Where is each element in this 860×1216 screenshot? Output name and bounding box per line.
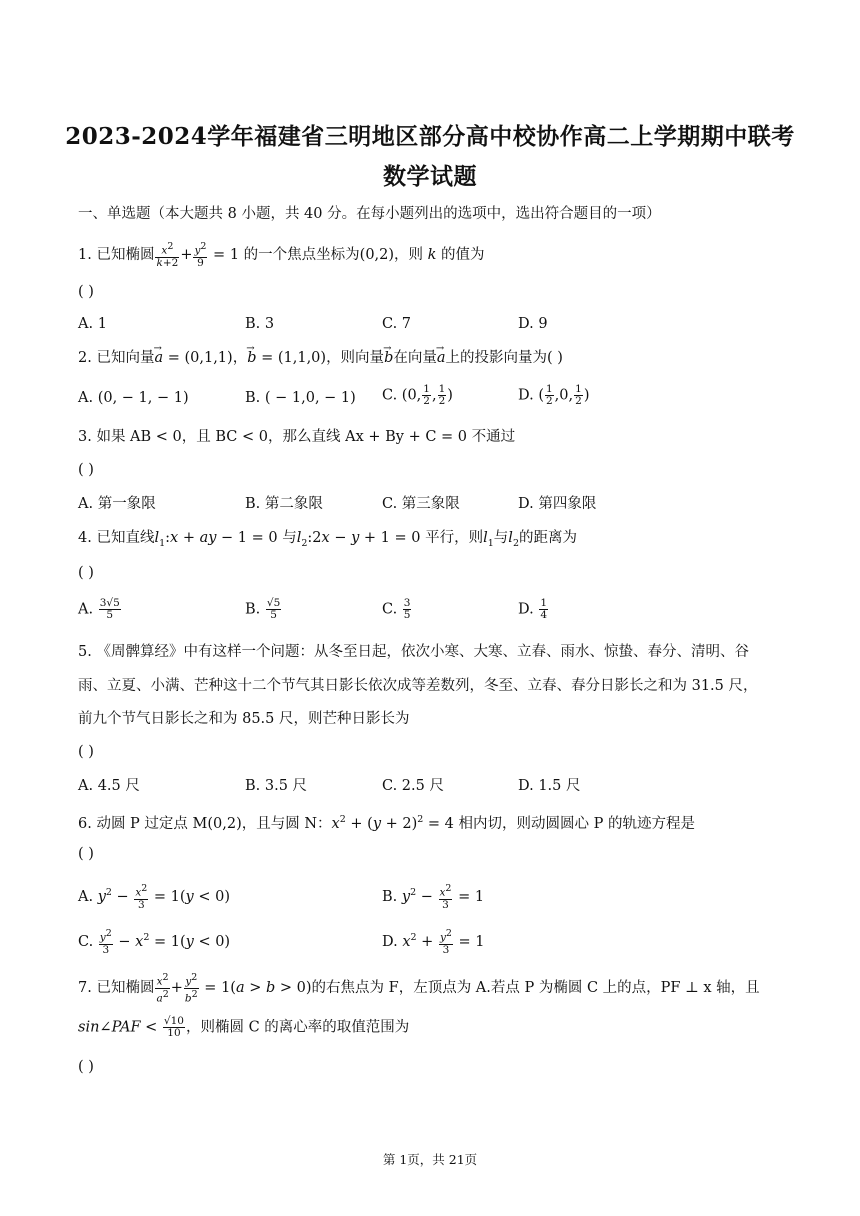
q4-option-a: A. $\frac{3√5}{5}$ [78,597,120,621]
question-6: 6. 动圆 P 过定点 M(0,2)，且与圆 N：$x^2 + (y + 2)^2 = 4$ 相内切，则动圆圆心 P 的轨迹方程是 [78,814,695,832]
question-7-line-2: sin∠PAF < $\frac{√10}{10}$ ，则椭圆 C 的离心率的取值范围为 [78,1015,410,1039]
question-5-line-3: 前九个节气日影长之和为 85.5 尺，则芒种日影长为 [78,711,410,727]
q6-option-b: B. $y^2$ − $\frac{x^2}{3}$ = 1 [382,883,485,911]
answer-paren-1: ( ) [78,284,94,300]
answer-paren-5: ( ) [78,744,94,760]
q3-option-c: C. 第三象限 [382,496,460,512]
q2-option-d: D. ( $\frac{1}{2}$ ,0, $\frac{1}{2}$ ) [518,383,590,407]
q6-option-a: A. $y^2$ − $\frac{x^2}{3}$ = 1(y < 0) [78,883,230,911]
page-footer: 第 1页，共 21页 [382,1152,478,1167]
q1-option-d: D. 9 [518,316,548,332]
answer-paren-4: ( ) [78,565,94,581]
q6-option-c: C. $\frac{y^2}{3}$ − $x^2 = 1(y < 0)$ [78,928,231,956]
q5-option-c: C. 2.5 尺 [382,778,444,794]
q6-option-d: D. $x^2$ + $\frac{y^2}{3}$ = 1 [382,928,485,956]
q5-option-d: D. 1.5 尺 [518,778,581,794]
q4-option-c: C. $\frac{3}{5}$ [382,597,411,621]
q4-option-d: D. $\frac{1}{4}$ [518,597,548,621]
q5-option-b: B. 3.5 尺 [245,778,308,794]
question-1: 1. 已知椭圆 $\frac{x^2}{k+2}$ + $\frac{y^2}{9}$ = 1 的一个焦点坐标为(0,2)，则 k 的值为 [78,241,485,269]
answer-paren-3: ( ) [78,462,94,478]
q1-option-a: A. 1 [78,316,107,332]
question-4: 4. 已知直线$l_1:x$ + ay − 1 = 0 与$l_2:2x - y + 1 = 0$ 平行，则$l_1$与$l_2$的距离为 [78,530,577,549]
q2-option-a: A. (0, − 1, − 1) [78,390,189,406]
question-7-line-1: 7. 已知椭圆 $\frac{x^2}{a^2}$ + $\frac{y^2}{b^2}$ = 1(a > b > 0)的右焦点为 F，左顶点为 A.若点 P 为椭圆 C 上的点，PF ⊥ x 轴，且 [78,972,760,1004]
q5-option-a: A. 4.5 尺 [78,778,140,794]
q2-option-c: C. (0, $\frac{1}{2}$ , $\frac{1}{2}$ ) [382,383,453,407]
question-2: 2. 已知向量→ a = (0,1,1)，→ b = (1,1,0)，则向量→ b在向量→ a上的投影向量为( ) [78,348,563,368]
answer-paren-6: ( ) [78,846,94,862]
title-line-1: 2023-2024学年福建省三明地区部分高中校协作高二上学期期中联考 [65,123,795,150]
question-5-line-2: 雨、立夏、小满、芒种这十二个节气其日影长依次成等差数列，冬至、立春、春分日影长之和为 31.5 尺， [78,678,758,694]
question-5-line-1: 5. 《周髀算经》中有这样一个问题：从冬至日起，依次小寒、大寒、立春、雨水、惊蛰、春分、清明、谷 [78,644,749,660]
section-heading: 一、单选题（本大题共 8 小题，共 40 分。在每小题列出的选项中，选出符合题目的一项） [78,206,661,222]
q3-option-a: A. 第一象限 [78,496,156,512]
q1-option-b: B. 3 [245,316,275,332]
q3-option-b: B. 第二象限 [245,496,323,512]
q1-option-c: C. 7 [382,316,412,332]
answer-paren-7: ( ) [78,1059,94,1075]
title-line-2: 数学试题 [383,163,477,190]
question-3: 3. 如果 AB < 0，且 BC < 0，那么直线 Ax + By + C = 0 不通过 [78,429,516,445]
q4-option-b: B. $\frac{√5}{5}$ [245,597,281,621]
q3-option-d: D. 第四象限 [518,496,597,512]
q2-option-b: B. ( − 1,0, − 1) [245,390,356,406]
